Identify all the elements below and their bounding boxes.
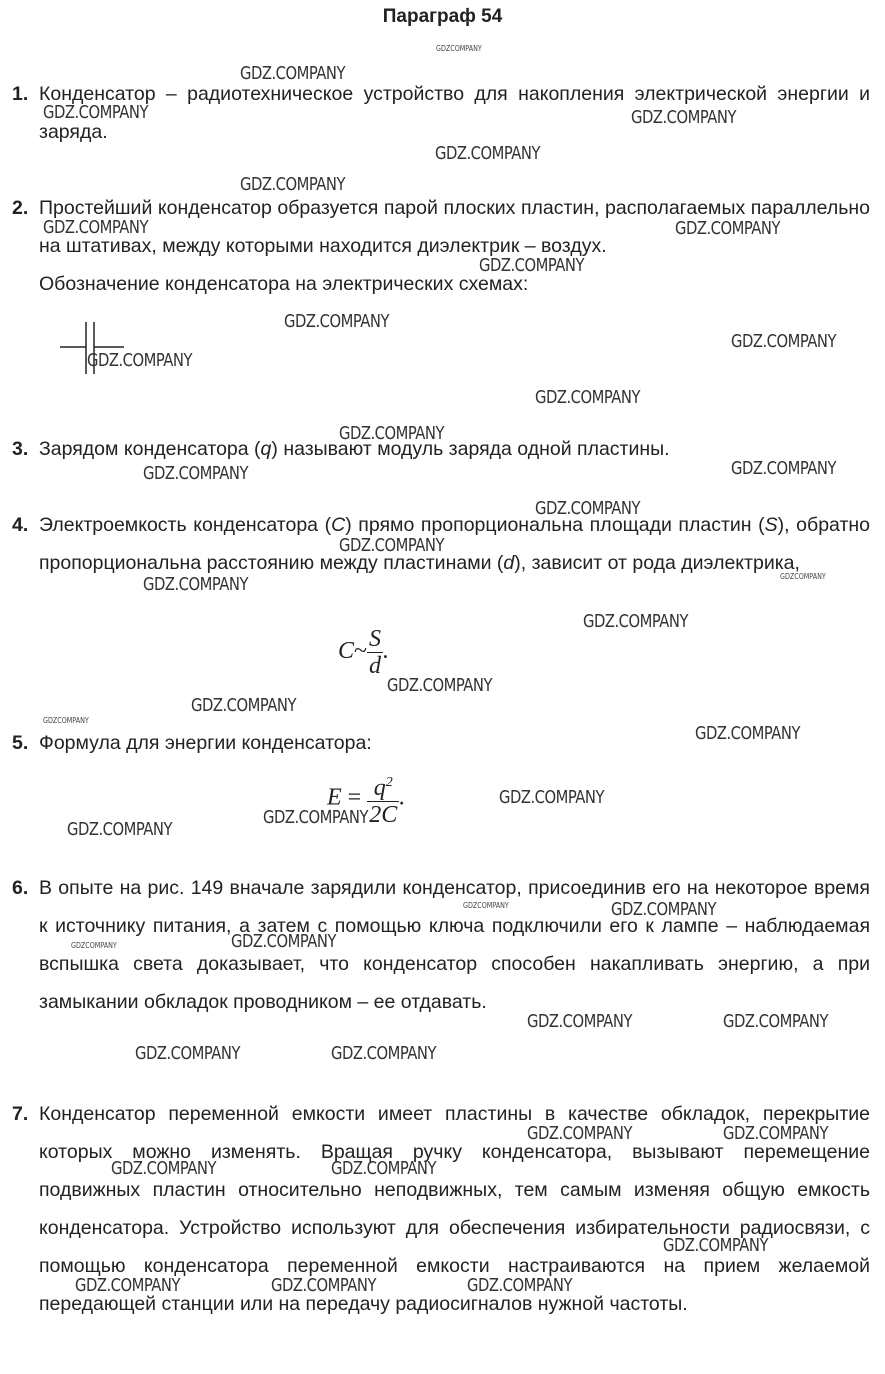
watermark: GDZ.COMPANY <box>191 695 296 716</box>
item-number: 6. <box>12 877 29 899</box>
watermark: GDZ.COMPANY <box>331 1043 436 1064</box>
watermark: GDZ.COMPANY <box>631 107 736 128</box>
watermark: GDZ.COMPANY <box>467 1275 572 1296</box>
var-d: d <box>503 552 515 574</box>
watermark: GDZ.COMPANY <box>339 423 444 444</box>
item-subtext: Обозначение конденсатора на электрических схемах: <box>39 273 529 295</box>
item-number: 7. <box>12 1103 29 1125</box>
watermark: GDZ.COMPANY <box>43 102 148 123</box>
watermark: GDZ.COMPANY <box>583 611 688 632</box>
item-number: 1. <box>12 83 29 105</box>
watermark: GDZ.COMPANY <box>527 1011 632 1032</box>
watermark: GDZ.COMPANY <box>111 1158 216 1179</box>
item-text: Конденсатор переменной емкости имеет пластины в качестве обкладок, перекрытие которых можно изменять. Вращая ручку конденсатора, вызывают перемещение подвижных пластин относительно неподвижных, тем самым изменяя общую емкость конденсатора. Устройство используют для обеспечения избирательности радиосвязи, с помощью конденсатора переменной емкости настраиваются на прием желаемой передающей станции или на передачу радиосигналов нужной частоты. <box>39 1103 870 1315</box>
item-text: Зарядом конденсатора (q) называют модуль заряда одной пластины. <box>39 438 670 460</box>
var-s: S <box>764 514 778 536</box>
watermark: GDZ.COMPANY <box>723 1011 828 1032</box>
watermark: GDZ.COMPANY <box>75 1275 180 1296</box>
watermark: GDZ.COMPANY <box>87 350 192 371</box>
watermark: GDZ.COMPANY <box>284 311 389 332</box>
watermark: GDZ.COMPANY <box>535 387 640 408</box>
watermark-small: GDZCOMPANY <box>71 941 117 950</box>
paragraph-2 <box>12 189 870 303</box>
watermark: GDZ.COMPANY <box>675 218 780 239</box>
watermark: GDZ.COMPANY <box>499 787 604 808</box>
item-number: 5. <box>12 732 29 754</box>
watermark: GDZ.COMPANY <box>479 255 584 276</box>
item-text: Простейший конденсатор образуется парой плоских пластин, располагаемых параллельно на штативах, между которыми находится диэлектрик – воздух. <box>39 197 870 257</box>
watermark: GDZ.COMPANY <box>43 217 148 238</box>
watermark: GDZ.COMPANY <box>231 931 336 952</box>
watermark: GDZ.COMPANY <box>527 1123 632 1144</box>
watermark: GDZ.COMPANY <box>611 899 716 920</box>
watermark: GDZ.COMPANY <box>535 498 640 519</box>
watermark: GDZ.COMPANY <box>271 1275 376 1296</box>
watermark: GDZ.COMPANY <box>731 458 836 479</box>
watermark-small: GDZCOMPANY <box>463 901 509 910</box>
item-text: В опыте на рис. 149 вначале зарядили конденсатор, присоединив его на некоторое время к источнику питания, а затем с помощью ключа подключили его к лампе – наблюдаемая вспышка света доказывает, что конденсатор способен накапливать энергию, а при замыкании обкладок проводником – ее отдавать. <box>39 877 870 1013</box>
item-text: Конденсатор – радиотехническое устройство для накопления электрической энергии и заряда. <box>39 83 870 143</box>
item-number: 4. <box>12 514 29 536</box>
watermark: GDZ.COMPANY <box>263 807 368 828</box>
formula-energy: E = $\frac{q^2}{2C}$ . <box>327 775 406 828</box>
item-text: Формула для энергии конденсатора: <box>39 732 372 754</box>
var-q: q <box>260 438 272 460</box>
watermark-small: GDZCOMPANY <box>780 572 826 581</box>
watermark: GDZ.COMPANY <box>331 1158 436 1179</box>
watermark: GDZ.COMPANY <box>723 1123 828 1144</box>
watermark: GDZ.COMPANY <box>435 143 540 164</box>
watermark: GDZ.COMPANY <box>387 675 492 696</box>
watermark: GDZ.COMPANY <box>240 174 345 195</box>
watermark: GDZ.COMPANY <box>695 723 800 744</box>
var-c: C <box>331 514 346 536</box>
watermark-small: GDZCOMPANY <box>436 44 482 53</box>
watermark-small: GDZCOMPANY <box>43 716 89 725</box>
watermark: GDZ.COMPANY <box>339 535 444 556</box>
item-number: 3. <box>12 438 29 460</box>
item-number: 2. <box>12 197 29 219</box>
watermark: GDZ.COMPANY <box>67 819 172 840</box>
formula-capacitance: C~ $\frac{S}{d}$ . <box>338 626 389 679</box>
watermark: GDZ.COMPANY <box>663 1235 768 1256</box>
item-text: Электроемкость конденсатора (C) прямо пропорциональна площади пластин (S), обратно пропорциональна расстоянию между пластинами (d), зависит от рода диэлектрика, <box>39 514 871 574</box>
watermark: GDZ.COMPANY <box>731 331 836 352</box>
watermark: GDZ.COMPANY <box>143 574 248 595</box>
watermark: GDZ.COMPANY <box>135 1043 240 1064</box>
page-title: Параграф 54 <box>382 6 503 27</box>
watermark: GDZ.COMPANY <box>143 463 248 484</box>
watermark: GDZ.COMPANY <box>240 63 345 84</box>
paragraph-6 <box>12 869 870 1021</box>
